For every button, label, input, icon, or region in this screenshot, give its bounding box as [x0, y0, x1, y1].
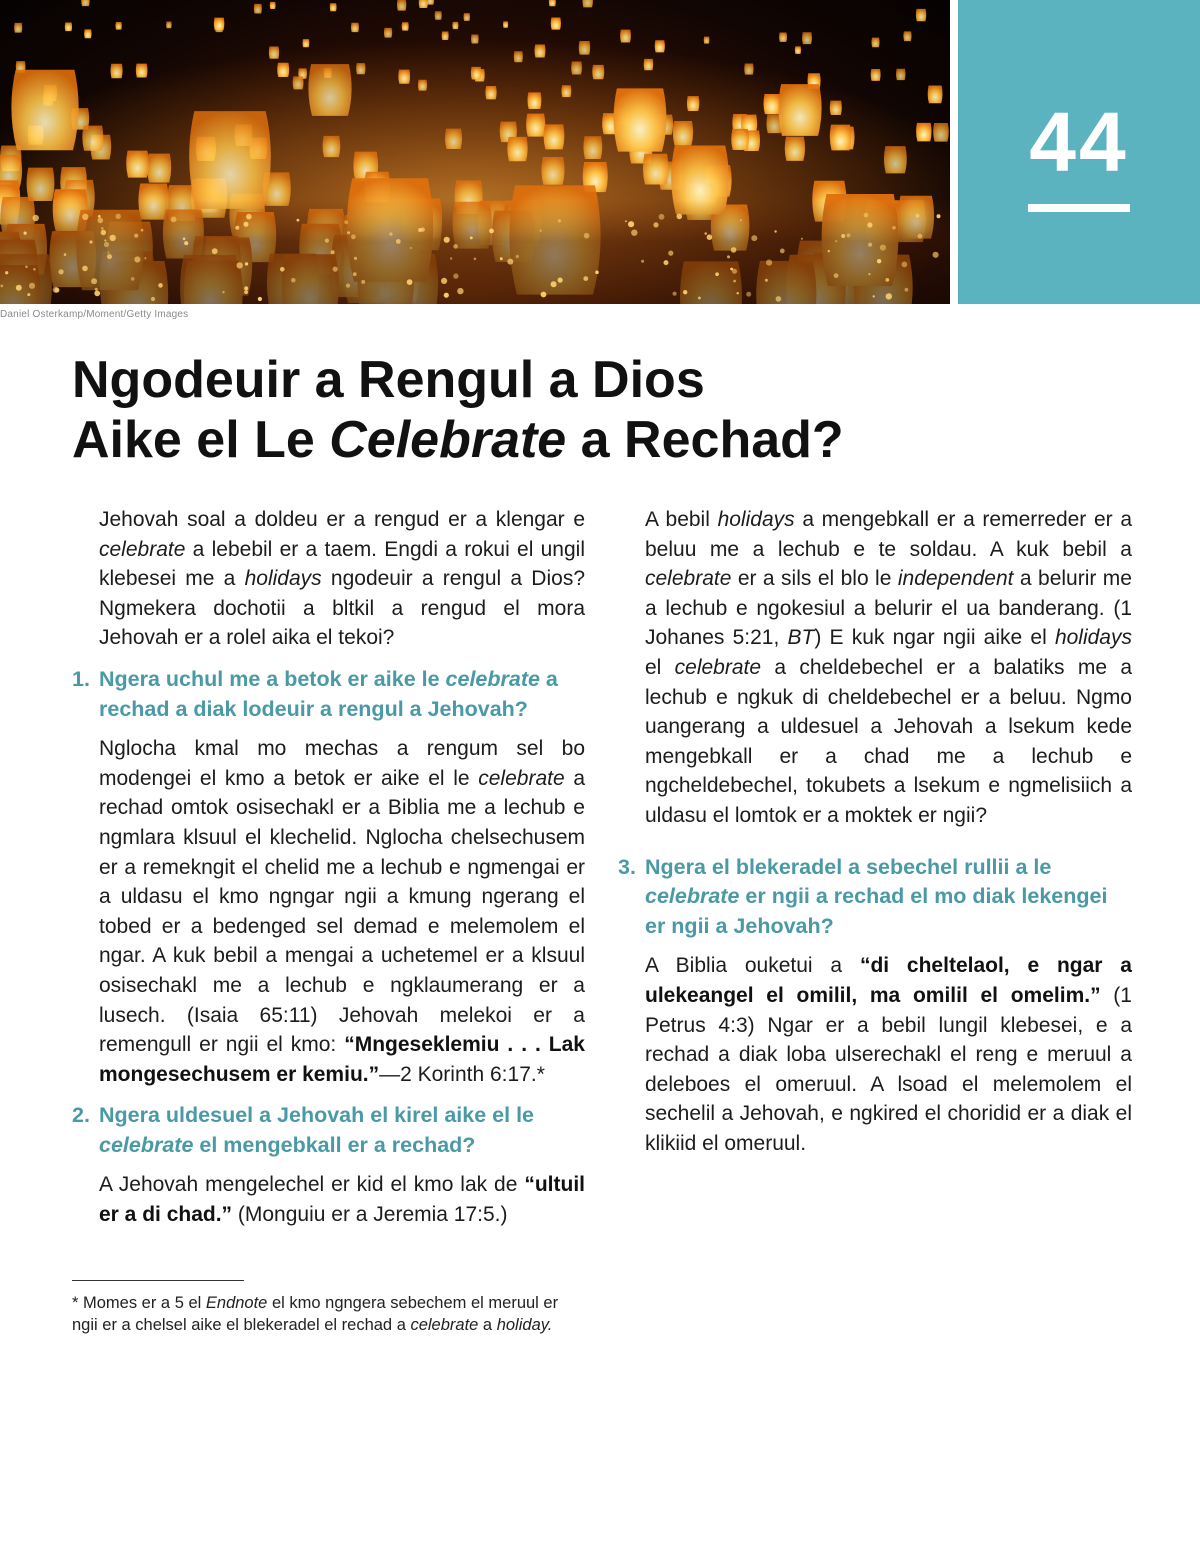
candle-light: [868, 243, 872, 247]
candle-light: [864, 213, 869, 218]
candle-light: [444, 237, 450, 243]
candle-light: [474, 258, 477, 261]
question-3-number: 3.: [618, 854, 636, 879]
lantern: [277, 63, 289, 77]
lantern: [82, 126, 103, 151]
hero-image: [0, 0, 950, 304]
lantern: [65, 22, 72, 31]
lantern: [916, 123, 931, 142]
candle-light: [885, 278, 889, 282]
candle-light: [245, 262, 248, 265]
lantern: [485, 86, 496, 99]
q2-scripture-quote: “ultuil er a di chad.”: [99, 1173, 585, 1227]
lantern: [445, 129, 462, 149]
candle-light: [457, 288, 463, 294]
footnote-em-3: holiday.: [496, 1316, 553, 1334]
candle-light: [516, 255, 519, 258]
lesson-number: 44: [1029, 95, 1129, 189]
right-column: [618, 505, 1132, 1158]
lantern: [81, 0, 89, 6]
candle-light: [740, 219, 742, 221]
candle-light: [110, 235, 116, 241]
footnote-text-b: el kmo ngngera sebechem el meruul er ngii er a chelsel aike el blekeradel el rechad a: [72, 1294, 559, 1334]
candle-light: [222, 291, 224, 293]
candle-light: [212, 248, 218, 254]
lantern: [397, 0, 406, 11]
candle-light: [867, 222, 872, 227]
candle-light: [868, 273, 870, 275]
candle-light: [25, 266, 28, 269]
candle-light: [664, 260, 669, 265]
candle-light: [418, 228, 422, 232]
candle-light: [354, 257, 357, 260]
lantern: [166, 22, 172, 29]
footnote-divider: [72, 1280, 244, 1281]
lantern: [778, 84, 821, 136]
lantern: [84, 29, 91, 38]
footnote-text-a: * Momes er a 5 el: [72, 1294, 206, 1312]
lantern: [136, 64, 148, 78]
candle-light: [746, 292, 751, 297]
candle-light: [583, 276, 588, 281]
q2-text-em: celebrate: [99, 1132, 194, 1157]
q3-body-a: A Biblia ouketui a: [645, 954, 860, 978]
candle-light: [33, 268, 36, 271]
q1-text-em: celebrate: [445, 666, 540, 691]
lantern: [356, 63, 365, 74]
lantern: [526, 114, 545, 137]
lantern: [571, 62, 582, 75]
col2-text-g: a cheldebechel er a balatiks me a lechub e ngkuk di cheldebechel er a beluu. Ngmo uangerang a uldesuel a Jehovah a lsekum kede mengebkall er a chad me a lechub e ngcheldebechel, tokubets a lsekum e ngmelisiich a uldasu el lomtok er a moktek er ngii?: [645, 655, 1132, 827]
candle-light: [766, 260, 772, 266]
candle-light: [244, 286, 248, 290]
q1-text-a: Ngera uchul me a betok er aike le: [99, 666, 446, 691]
lantern: [802, 32, 812, 44]
candle-light: [280, 267, 285, 272]
candle-light: [846, 233, 850, 237]
q1-body-b: a rechad omtok osisechakl er a Biblia me a lechub e ngmlara klsuul el klechelid. Nglocha chelsechusem er a remekngit el chelid me a lechub e ngmengai er a uldasu el kmo ngngar ngii a kmung ngerang el tobed er a bedenged sel demad e melemolem el ngar. A kuk bebil a mengai a uchetemel er a klsuul osisechakl me a lechub e ngklaumerang er a lusech. (Isaia 65:11) Jehovah melekoi er a remengull er ngii el kmo:: [99, 766, 585, 1057]
candle-light: [171, 217, 177, 223]
lantern: [549, 0, 556, 6]
lantern: [254, 4, 262, 14]
crowd-silhouette: [0, 200, 950, 304]
lantern: [643, 154, 669, 185]
lantern: [592, 65, 604, 79]
candle-light: [673, 292, 677, 296]
col2-em-1: holidays: [717, 508, 795, 531]
candle-light: [347, 231, 350, 234]
lantern: [126, 151, 149, 178]
lantern: [471, 67, 482, 80]
candle-light: [0, 285, 3, 288]
title-line-2-pre: Aike el Le: [72, 411, 330, 469]
candle-light: [892, 226, 895, 229]
lantern: [214, 18, 224, 31]
candle-light: [732, 269, 737, 274]
candle-light: [584, 233, 590, 239]
col2-text-c: er a sils el blo le: [731, 567, 898, 591]
candle-light: [595, 271, 599, 275]
candle-light: [453, 273, 458, 278]
lantern: [308, 64, 351, 116]
candle-light: [880, 245, 886, 251]
candle-light: [776, 296, 782, 302]
col2-em-4: BT: [787, 626, 815, 650]
candle-light: [631, 230, 637, 236]
question-2-heading: [72, 1101, 585, 1160]
candle-light: [101, 227, 104, 230]
lantern: [541, 157, 564, 185]
candle-light: [53, 287, 59, 293]
candle-light: [453, 244, 458, 249]
lantern: [147, 154, 171, 183]
lantern: [731, 129, 749, 150]
lantern: [583, 136, 602, 159]
candle-light: [33, 215, 39, 221]
candle-light: [246, 214, 252, 220]
lantern: [655, 40, 665, 52]
candle-light: [82, 214, 88, 220]
candle-light: [98, 215, 101, 218]
lantern: [503, 21, 508, 27]
candle-light: [715, 272, 719, 276]
candle-light: [886, 293, 892, 299]
lantern: [270, 2, 276, 9]
col2-text-e: ) E kuk ngar ngii aike el: [814, 626, 1055, 650]
lantern: [884, 146, 907, 173]
candle-light: [16, 285, 22, 291]
question-3-answer: [645, 951, 1132, 1158]
candle-light: [396, 239, 401, 244]
candle-light: [134, 256, 140, 262]
candle-light: [333, 267, 338, 272]
page-title: [72, 350, 1152, 470]
q3-text-b: er ngii a rechad el mo diak lekengei er ngii a Jehovah?: [645, 884, 1108, 938]
candle-light: [774, 230, 776, 232]
candle-light: [704, 232, 707, 235]
candle-light: [737, 292, 739, 294]
candle-light: [27, 293, 30, 296]
candle-light: [905, 288, 909, 292]
lantern: [763, 94, 780, 114]
col2-text-a: A bebil: [645, 508, 718, 531]
candle-light: [104, 242, 109, 247]
candle-light: [841, 234, 845, 238]
question-2-number: 2.: [72, 1103, 90, 1128]
q1-body-em: celebrate: [478, 766, 565, 790]
lantern: [673, 121, 693, 145]
lantern: [916, 9, 926, 21]
col2-em-5: holidays: [1054, 626, 1132, 650]
candle-light: [98, 218, 104, 224]
candle-light: [933, 252, 939, 258]
lantern: [323, 136, 341, 157]
candle-light: [291, 278, 296, 283]
candle-light: [407, 279, 413, 285]
q1-scripture-quote: “Mngeseklemiu . . . Lak mongesechusem er kemiu.”: [99, 1033, 585, 1086]
candle-light: [94, 290, 100, 296]
candle-light: [683, 290, 687, 294]
q1-body-a: Nglocha kmal mo mechas a rengum sel bo modengei el kmo a betok er aike el le: [99, 737, 585, 790]
col2-em-3: independent: [897, 567, 1014, 591]
candle-light: [410, 247, 412, 249]
lantern: [14, 23, 22, 33]
candle-light: [258, 297, 262, 301]
col2-em-6: celebrate: [674, 655, 762, 679]
lantern: [514, 51, 523, 62]
candle-light: [450, 257, 452, 259]
lantern: [933, 123, 949, 142]
candle-light: [297, 219, 300, 222]
lantern: [903, 31, 911, 41]
title-line-2-em: Celebrate: [329, 411, 567, 469]
candle-light: [184, 241, 188, 245]
candle-light: [653, 222, 658, 227]
candle-light: [59, 269, 64, 274]
candle-light: [641, 260, 644, 263]
question-1-number: 1.: [72, 666, 90, 691]
q2-body-b: (Monguiu er a Jeremia 17:5.): [232, 1203, 508, 1227]
candle-light: [444, 293, 449, 298]
candle-light: [235, 226, 239, 230]
col2-em-2: celebrate: [645, 567, 732, 591]
candle-light: [134, 234, 138, 238]
lantern: [442, 32, 449, 40]
candle-light: [707, 234, 713, 240]
lantern: [111, 64, 123, 78]
q2-text-b: el mengebkall er a rechad?: [193, 1132, 476, 1157]
lantern: [293, 76, 304, 89]
candle-light: [873, 295, 875, 297]
candle-light: [541, 292, 547, 298]
lantern: [351, 23, 359, 32]
candle-light: [346, 284, 350, 288]
q3-text-em: celebrate: [645, 884, 740, 909]
intro-em-1: celebrate: [99, 537, 186, 561]
candle-light: [698, 297, 701, 300]
candle-light: [151, 297, 155, 301]
candle-light: [659, 214, 665, 220]
candle-light: [82, 266, 88, 272]
candle-light: [835, 240, 837, 242]
candle-light: [244, 290, 248, 294]
intro-text-2: a lebebil er a taem. Engdi a rokui el ungil klebesei me a: [99, 537, 585, 591]
lantern: [704, 37, 710, 44]
candle-light: [104, 239, 106, 241]
lantern: [830, 125, 851, 151]
footnote-text-c: a: [478, 1316, 497, 1334]
candle-light: [353, 272, 357, 276]
lantern: [614, 88, 667, 151]
title-line-2: [72, 410, 1152, 470]
candle-light: [877, 259, 881, 263]
candle-light: [108, 252, 110, 254]
lantern: [464, 13, 470, 21]
candle-light: [158, 283, 163, 288]
candle-light: [507, 259, 513, 265]
col2-text-b: a mengebkall er a remerreder er a beluu me a lechub e te soldau. A kuk bebil a: [645, 508, 1132, 561]
lantern: [785, 137, 805, 161]
candle-light: [916, 214, 920, 218]
candle-light: [141, 229, 144, 232]
lantern: [779, 32, 787, 41]
lantern: [11, 70, 78, 151]
left-column: [72, 505, 585, 1230]
lantern: [644, 59, 654, 70]
candle-light: [91, 278, 97, 284]
lantern: [303, 39, 310, 47]
candle-light: [116, 214, 121, 219]
q1-body-c: —2 Korinth 6:17.*: [379, 1062, 545, 1086]
lantern: [398, 70, 410, 84]
candle-light: [902, 262, 908, 268]
lantern: [928, 86, 943, 104]
candle-light: [500, 257, 503, 260]
candle-light: [551, 281, 557, 287]
candle-light: [668, 251, 673, 256]
q1-text-b: a rechad a diak lodeuir a rengul a Jehovah?: [99, 666, 558, 721]
question-1-heading: [72, 665, 585, 724]
title-line-2-post: a Rechad?: [566, 411, 844, 469]
candle-light: [64, 253, 67, 256]
candle-light: [95, 288, 98, 291]
candle-light: [751, 235, 757, 241]
candle-light: [731, 247, 737, 253]
lantern: [471, 34, 479, 43]
candle-light: [89, 240, 92, 243]
candle-light: [834, 273, 839, 278]
lantern: [744, 64, 753, 75]
candle-light: [325, 239, 329, 243]
lantern: [551, 17, 561, 29]
question-3-heading: [618, 853, 1132, 942]
q3-scripture-quote: “di cheltelaol, e ngar a ulekeangel el omilil, ma omilil el omelim.”: [645, 954, 1132, 1007]
lantern: [527, 92, 541, 109]
lantern: [871, 69, 881, 81]
candle-light: [780, 249, 785, 254]
candle-light: [389, 232, 392, 235]
footnote: [72, 1292, 584, 1336]
candle-light: [24, 232, 27, 235]
candle-light: [351, 234, 356, 239]
photo-credit: Daniel Osterkamp/Moment/Getty Images: [0, 309, 189, 320]
q3-body-b: (1 Petrus 4:3) Ngar er a bebil lungil klebesei, e a rechad a diak loba ulserechakl el reng e meruul a deleboes el omeruul. A lsoad el melemolem el sechelil a Jehovah, e ngkired el choridid er a diak el klikiid el omeruul.: [645, 983, 1132, 1155]
footnote-em-2: celebrate: [410, 1316, 479, 1334]
candle-light: [801, 238, 803, 240]
title-line-1: Ngodeuir a Rengul a Dios: [72, 351, 705, 409]
candle-light: [937, 214, 941, 218]
candle-light: [489, 229, 494, 234]
candle-light: [918, 234, 923, 239]
intro-em-2: holidays: [244, 567, 322, 591]
candle-light: [101, 230, 106, 235]
candle-light: [183, 238, 186, 241]
candle-light: [727, 255, 730, 258]
lanterns-illustration: [0, 0, 950, 304]
candle-light: [470, 237, 473, 240]
intro-paragraph: [99, 505, 585, 653]
lantern: [687, 96, 699, 111]
lantern: [561, 85, 571, 97]
question-2-answer: [99, 1170, 585, 1229]
lantern: [896, 69, 905, 80]
candle-light: [733, 280, 736, 283]
lantern: [452, 22, 458, 29]
candle-light: [558, 219, 561, 222]
lantern: [115, 22, 121, 30]
intro-text-3: ngodeuir a rengul a Dios? Ngmekera dochotii a bltkil a rengud el mora Jehovah er a rolel aika el tekoi?: [99, 567, 585, 650]
q3-text-a: Ngera el blekeradel a sebechel rullii a le: [645, 854, 1052, 879]
candle-light: [540, 230, 542, 232]
candle-light: [107, 254, 112, 259]
lantern: [872, 38, 880, 48]
q2-body-a: A Jehovah mengelechel er kid el kmo lak de: [99, 1173, 525, 1197]
candle-light: [331, 250, 335, 254]
candle-light: [441, 278, 447, 284]
lantern: [582, 0, 592, 7]
candle-light: [144, 257, 146, 259]
candle-light: [677, 214, 683, 220]
candle-light: [625, 220, 627, 222]
question-1-answer: [99, 734, 585, 1089]
candle-light: [628, 221, 634, 227]
col2-text-d: a belurir me a lechub e ngokesiul a belurir el ua banderang. (1 Johanes 5:21,: [645, 567, 1132, 650]
lantern: [384, 28, 392, 38]
candle-light: [237, 262, 243, 268]
lantern: [419, 0, 428, 8]
candle-light: [5, 271, 8, 274]
lantern: [544, 124, 565, 149]
lantern: [579, 41, 590, 55]
lantern: [269, 46, 279, 58]
candle-light: [828, 250, 830, 252]
col2-text-f: el: [645, 655, 675, 679]
lantern: [795, 46, 801, 54]
candle-light: [765, 279, 768, 282]
lantern: [27, 168, 55, 201]
intro-text-1: Jehovah soal a doldeu er a rengud er a klengar e: [99, 508, 585, 531]
lesson-number-box: [958, 0, 1200, 304]
lantern: [402, 22, 409, 30]
candle-light: [361, 280, 365, 284]
lantern: [535, 44, 546, 57]
lantern: [435, 11, 442, 19]
lesson-number-underline: [1028, 204, 1130, 212]
candle-light: [244, 222, 249, 227]
lantern: [507, 137, 527, 161]
footnote-em-1: Endnote: [205, 1294, 268, 1312]
candle-light: [344, 220, 348, 224]
question-2-answer-continued: [645, 505, 1132, 831]
q2-text-a: Ngera uldesuel a Jehovah el kirel aike el le: [99, 1103, 534, 1128]
candle-light: [29, 283, 35, 289]
candle-light: [131, 277, 135, 281]
lantern: [620, 30, 631, 43]
candle-light: [558, 278, 563, 283]
lantern: [418, 80, 427, 91]
lantern: [330, 3, 337, 11]
lantern: [830, 101, 842, 115]
lantern: [189, 111, 271, 209]
